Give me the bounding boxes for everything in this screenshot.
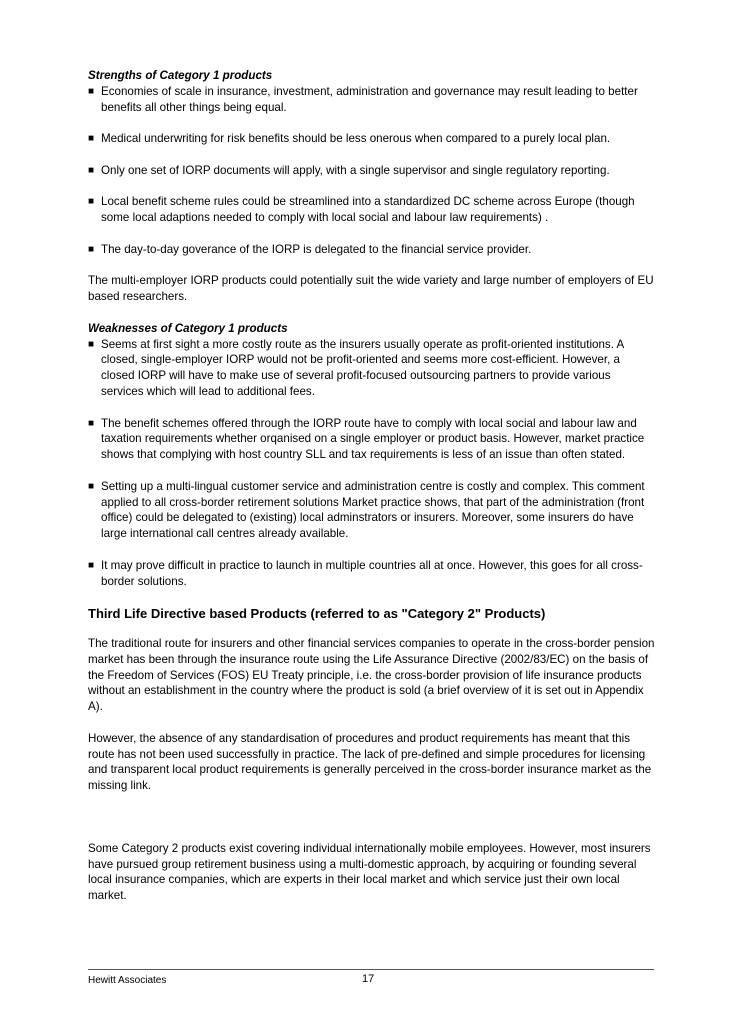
footer-company: Hewitt Associates	[88, 975, 167, 986]
bullet-text: The benefit schemes offered through the IORP route have to comply with local social and labour law and taxation requirements whether orqanised on a single employer or product basis. However, market practice shows that complying with host country SLL and tax requirements is less of an issue than often stated.	[101, 416, 645, 462]
list-item	[88, 416, 656, 463]
bullet-square-icon: ■	[88, 243, 95, 255]
list-item	[88, 163, 656, 179]
multi-employer-paragraph: The multi-employer IORP products could potentially suit the wide variety and large number of employers of EU based researchers.	[88, 274, 654, 304]
bullet-square-icon: ■	[88, 559, 95, 571]
list-item	[88, 242, 656, 258]
category2-heading: Third Life Directive based Products (referred to as "Category 2" Products)	[88, 606, 546, 622]
bullet-text: Economies of scale in insurance, investment, administration and governance may result leading to better benefits all other things being equal.	[101, 84, 638, 114]
bullet-square-icon: ■	[88, 85, 95, 97]
bullet-square-icon: ■	[88, 417, 95, 429]
spacer	[88, 810, 656, 841]
bullet-text: It may prove difficult in practice to launch in multiple countries all at once. However, this goes for all cross-border solutions.	[101, 558, 643, 588]
bullet-text: Local benefit scheme rules could be streamlined into a standardized DC scheme across Europe (though some local adaptions needed to comply with local social and labour law requirements) .	[101, 195, 635, 225]
bullet-square-icon: ■	[88, 196, 95, 208]
weaknesses-heading: Weaknesses of Category 1 products	[88, 321, 288, 335]
document-page	[88, 68, 656, 920]
bullet-text: The day-to-day goverance of the IORP is delegated to the financial service provider.	[101, 242, 532, 256]
bullet-text: Only one set of IORP documents will apply, with a single supervisor and single regulatory reporting.	[101, 163, 610, 177]
list-item	[88, 84, 656, 116]
bullet-text: Setting up a multi-lingual customer service and administration centre is costly and complex. This comment applied to all cross-border retirement solutions Market practice shows, that part of the administration (front office) could be delegated to (existing) local adminstrators or insurers. Moreover, some insurers do have large international call centres already available.	[101, 479, 645, 541]
bullet-square-icon: ■	[88, 133, 95, 145]
bullet-text: Medical underwriting for risk benefits should be less onerous when compared to a purely local plan.	[101, 132, 611, 146]
category2-paragraph: However, the absence of any standardisation of procedures and product requirements has meant that this route has not been used successfully in practice. The lack of pre-defined and simple procedures for licensing and transparent local product requirements is generally perceived in the cross-border insurance market as the missing link.	[88, 731, 652, 793]
bullet-square-icon: ■	[88, 164, 95, 176]
bullet-square-icon: ■	[88, 338, 95, 350]
category2-paragraph: Some Category 2 products exist covering individual internationally mobile employees. However, most insurers have pursued group retirement business using a multi-domestic approach, by acquiring or founding several local insurance companies, which are experts in their local market and which service just their own local market.	[88, 841, 651, 903]
strengths-heading: Strengths of Category 1 products	[88, 69, 273, 82]
list-item	[88, 131, 656, 147]
list-item	[88, 479, 656, 542]
bullet-text: Seems at first sight a more costly route as the insurers usually operate as profit-oriented institutions. A closed, single-employer IORP would not be profit-oriented and seems more cost-efficient. However, a closed IORP will have to make use of several profit-focused outsourcing partners to provide various services which will lead to additional fees.	[101, 337, 624, 398]
list-item	[88, 558, 656, 590]
category2-paragraph: The traditional route for insurers and other financial services companies to operate in the cross-border pension market has been through the insurance route using the Life Assurance Directive (2002/83/EC) on the basis of the Freedom of Services (FOS) EU Treaty principle, i.e. the cross-border provision of life insurance products without an establishment in the country where the product is sold (a brief overview of it is set out in Appendix A).	[88, 637, 655, 714]
footer-divider	[88, 969, 654, 970]
bullet-square-icon: ■	[88, 480, 95, 492]
footer-page-number: 17	[362, 973, 375, 985]
list-item	[88, 194, 656, 226]
list-item	[88, 337, 656, 400]
